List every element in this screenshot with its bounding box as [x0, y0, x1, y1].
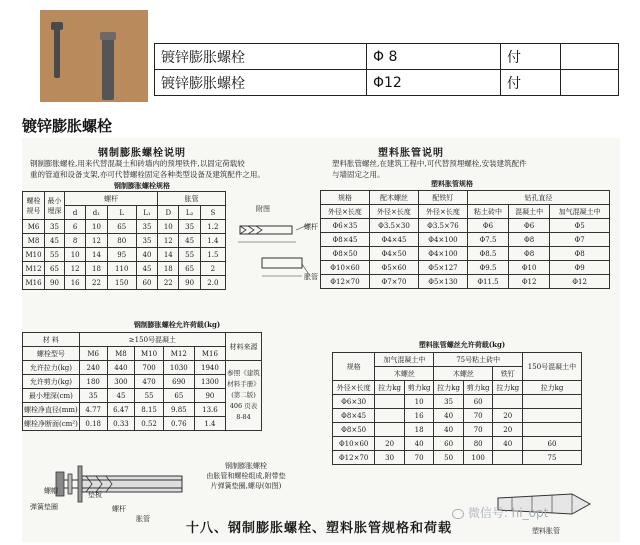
table-row: 螺栓净断面(cm²) 0.18 0.33 0.52 0.76 1.4	[23, 417, 262, 431]
plastic-anchor-load-table	[332, 352, 582, 465]
table-row: 允许拉力(kg) 240 440 700 1030 1940 参照《建筑 材料手册》 (第二版) 406 页表 8-84	[23, 361, 262, 375]
table-row: Φ8×45 16 40 70 20	[333, 409, 582, 423]
table-row: 镀锌膨胀螺栓 Φ12 付	[155, 70, 619, 96]
table-row: d d₁ L L₁ D L₂ S	[23, 206, 226, 220]
steel-bolt-spec-caption: 钢制膨胀螺栓规格	[114, 181, 170, 190]
install-part-label: 弹簧垫圈	[30, 503, 58, 511]
steel-bolt-load-caption: 钢制膨胀螺栓允许荷载(kg)	[133, 320, 221, 329]
table-row: Φ8×45 Φ4×45 Φ4×100 Φ7.5 Φ8 Φ7	[321, 233, 610, 247]
figure-caption: 十八、钢制膨胀螺栓、塑料胀管规格和荷载	[186, 521, 453, 536]
plastic-anchor-heading: 塑料胀管说明	[378, 148, 444, 159]
bolt-photo	[40, 10, 148, 102]
steel-bolt-spec-table	[22, 191, 226, 290]
table-row: 规格 加气混凝土中 75号粘土砖中 150号混凝土中	[333, 353, 582, 367]
table-row: Φ12×70 30 70 50 100 75	[333, 451, 582, 465]
table-row: 螺栓 规号 最小 埋深 螺杆 胀管	[23, 192, 226, 206]
table-row: 允许剪力(kg) 180 300 470 690 1300	[23, 375, 262, 389]
table-row: M10 55 10 14 95 40 14 55 1.5	[23, 248, 226, 262]
steel-bolt-paragraph: 钢制膨胀螺栓,用来代替混凝土和砖墙内的预埋铁件,以固定荷载较	[30, 159, 245, 168]
table-row: M12 65 12 18 110 45 18 65 2	[23, 262, 226, 276]
table-row: 材 料 ≥150号混凝土 材料来源	[23, 333, 262, 347]
install-part-label: 螺帽	[44, 487, 58, 495]
plastic-anchor-spec-table	[320, 190, 610, 289]
steel-bolt-paragraph: 重的管道和设备支架,亦可代替螺栓固定各种类型设备及建筑配件之用。	[30, 170, 265, 179]
table-row: 螺栓型号 M6 M8 M10 M12 M16	[23, 347, 262, 361]
table-row: 镀锌膨胀螺栓 Φ 8 付	[155, 44, 619, 70]
install-part-label: 胀管	[136, 515, 150, 523]
install-caption: 钢制膨胀螺栓 由胀管和螺栓组成,附带垫 片弹簧垫圈,螺母(如图)	[206, 462, 286, 490]
install-part-label: 螺杆	[112, 505, 126, 513]
table-row: Φ6×35 Φ3.5×30 Φ3.5×76 Φ6 Φ6 Φ5	[321, 219, 610, 233]
scanned-reference-page	[22, 138, 620, 542]
table-row: Φ6×30 10 35 60	[333, 395, 582, 409]
table-row: M6 35 6 10 65 35 10 35 1.2	[23, 220, 226, 234]
diagram-part-label: 螺杆	[304, 223, 318, 231]
section-title: 镀锌膨胀螺栓	[22, 117, 113, 135]
anchor-label: 塑料胀管	[532, 527, 560, 535]
table-row: 外径×长度 外径×长度 外径×长度 粘土砖中 混凝土中 加气混凝土中	[321, 205, 610, 219]
plastic-anchor-paragraph: 与墙固定之用。	[332, 170, 385, 179]
table-row: 最小埋深(cm) 35 45 55 65 90	[23, 389, 262, 403]
plastic-anchor-load-caption: 塑料胀管螺丝允许荷载(kg)	[418, 340, 506, 349]
table-row: M16 90 16 22 150 60 22 90 2.0	[23, 276, 226, 290]
table-row: Φ10×60 20 40 60 80 40 60	[333, 437, 582, 451]
product-table	[154, 43, 619, 96]
wechat-icon	[452, 509, 464, 519]
table-row: 木螺丝 木螺丝 铁钉	[333, 367, 582, 381]
watermark: 微信号: hi_opt	[452, 504, 548, 521]
table-row: Φ10×60 Φ5×60 Φ5×127 Φ9.5 Φ10 Φ9	[321, 261, 610, 275]
install-part-label: 垫板	[88, 491, 102, 499]
plastic-anchor-paragraph: 塑料胀管螺丝,在建筑工程中,可代替预埋螺栓,安装建筑配件	[332, 159, 527, 168]
table-row: 外径×长度 拉力kg 剪力kg 拉力kg 剪力kg 拉力kg 拉力kg	[333, 381, 582, 395]
table-row: 螺栓净直径(mm) 4.77 6.47 8.15 9.85 13.6	[23, 403, 262, 417]
table-row: 规格 配木螺丝 配铁钉 钻孔直径	[321, 191, 610, 205]
table-row: M8 45 8 12 80 35 12 45 1.4	[23, 234, 226, 248]
diagram-label: 附图	[256, 205, 270, 213]
steel-bolt-heading: 钢制膨胀螺栓说明	[98, 148, 186, 159]
table-row: Φ12×70 Φ7×70 Φ5×130 Φ11.5 Φ12 Φ12	[321, 275, 610, 289]
table-row: Φ8×50 18 40 70 20	[333, 423, 582, 437]
steel-bolt-load-table	[22, 332, 262, 431]
plastic-anchor-spec-caption: 塑料胀管规格	[431, 179, 473, 188]
table-row: Φ8×50 Φ4×50 Φ4×100 Φ8.5 Φ8 Φ8	[321, 247, 610, 261]
diagram-part-label: 胀管	[304, 273, 318, 281]
